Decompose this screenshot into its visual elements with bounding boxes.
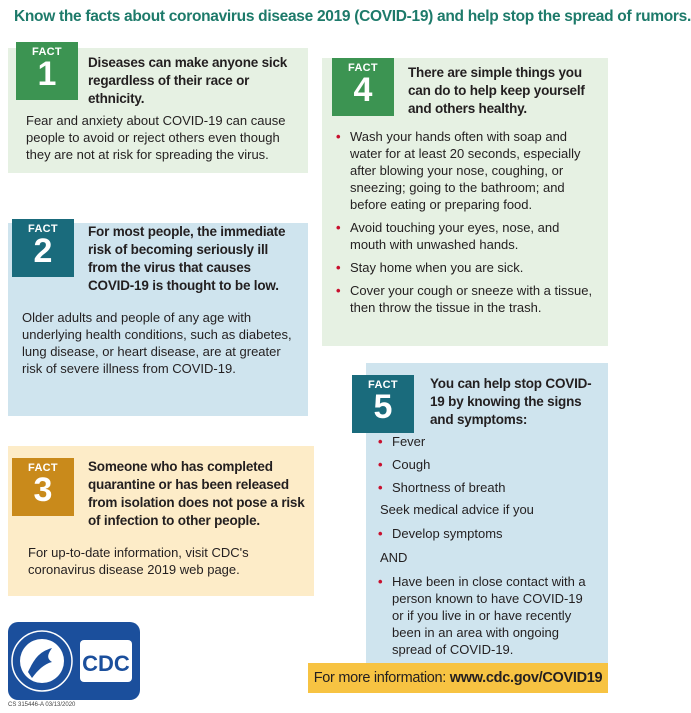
fact-5-and-text: AND [380,550,408,565]
list-item: • Shortness of breath [378,479,598,496]
fact-3-card [8,446,314,596]
footer-code: CS 315446-A 03/13/2020 [8,702,76,708]
fact-5-contact-bullets [378,573,588,658]
fact-3-headline: Someone who has completed quarantine or has been released from isolation does not pose a risk of infection to other people. [88,459,305,528]
list-item: • Wash your hands often with soap and water for at least 20 seconds, especially after blowing your nose, coughing, or sneezing; going to the bathroom; and before eating or preparing food. [336,128,598,213]
list-item: • Fever [378,433,598,450]
fact-3-body: For up-to-date information, visit CDC's coronavirus disease 2019 web page. [28,545,249,577]
fact-1-card [8,48,308,173]
list-item: • Have been in close contact with a person known to have COVID-19 or if you live in or have recently been in an area with ongoing spread of COVID-19. [378,573,588,658]
more-info-prefix: For more information: [313,670,450,686]
fact-2-card [8,223,308,416]
fact-2-badge: FACT 2 [12,219,74,277]
list-item: • Stay home when you are sick. [336,259,598,276]
fact-5-develop-bullets [378,525,598,542]
fact-4-headline: There are simple things you can do to help keep yourself and others healthy. [408,65,585,116]
svg-text:CDC: CDC [82,651,130,676]
fact-2-body: Older adults and people of any age with underlying health conditions, such as diabetes, lung disease, or heart disease, are at greater risk of severe illness from COVID-19. [22,310,292,376]
hhs-cdc-logo [8,622,140,700]
fact-1-headline: Diseases can make anyone sick regardless of their race or ethnicity. [88,55,288,106]
fact-4-bullets [336,128,598,316]
hhs-seal-icon [12,631,72,691]
fact-5-headline: You can help stop COVID-19 by knowing the signs and symptoms: [430,376,592,427]
fact-5-card [366,363,608,663]
fact-5-symptom-bullets [378,433,598,496]
fact-4-badge: FACT 4 [332,58,394,116]
fact-1-body: Fear and anxiety about COVID-19 can cause people to avoid or reject others even though they are not at risk for spreading the virus. [26,113,286,162]
cdc-icon [80,640,132,682]
fact-5-seek-text: Seek medical advice if you [380,502,534,517]
fact-4-card [322,58,608,346]
fact-5-badge: FACT 5 [352,375,414,433]
fact-1-badge: FACT 1 [16,42,78,100]
list-item: • Cough [378,456,598,473]
more-info-link[interactable]: www.cdc.gov/COVID19 [449,670,603,686]
list-item: • Develop symptoms [378,525,598,542]
fact-2-headline: For most people, the immediate risk of becoming seriously ill from the virus that causes COVID-19 is thought to be low. [88,224,286,293]
list-item: • Avoid touching your eyes, nose, and mouth with unwashed hands. [336,219,598,253]
page-title: Know the facts about coronavirus disease 2019 (COVID-19) and help stop the spread of rumors. [14,8,691,25]
more-info-bar [308,663,608,693]
list-item: • Cover your cough or sneeze with a tissue, then throw the tissue in the trash. [336,282,598,316]
fact-3-badge: FACT 3 [12,458,74,516]
